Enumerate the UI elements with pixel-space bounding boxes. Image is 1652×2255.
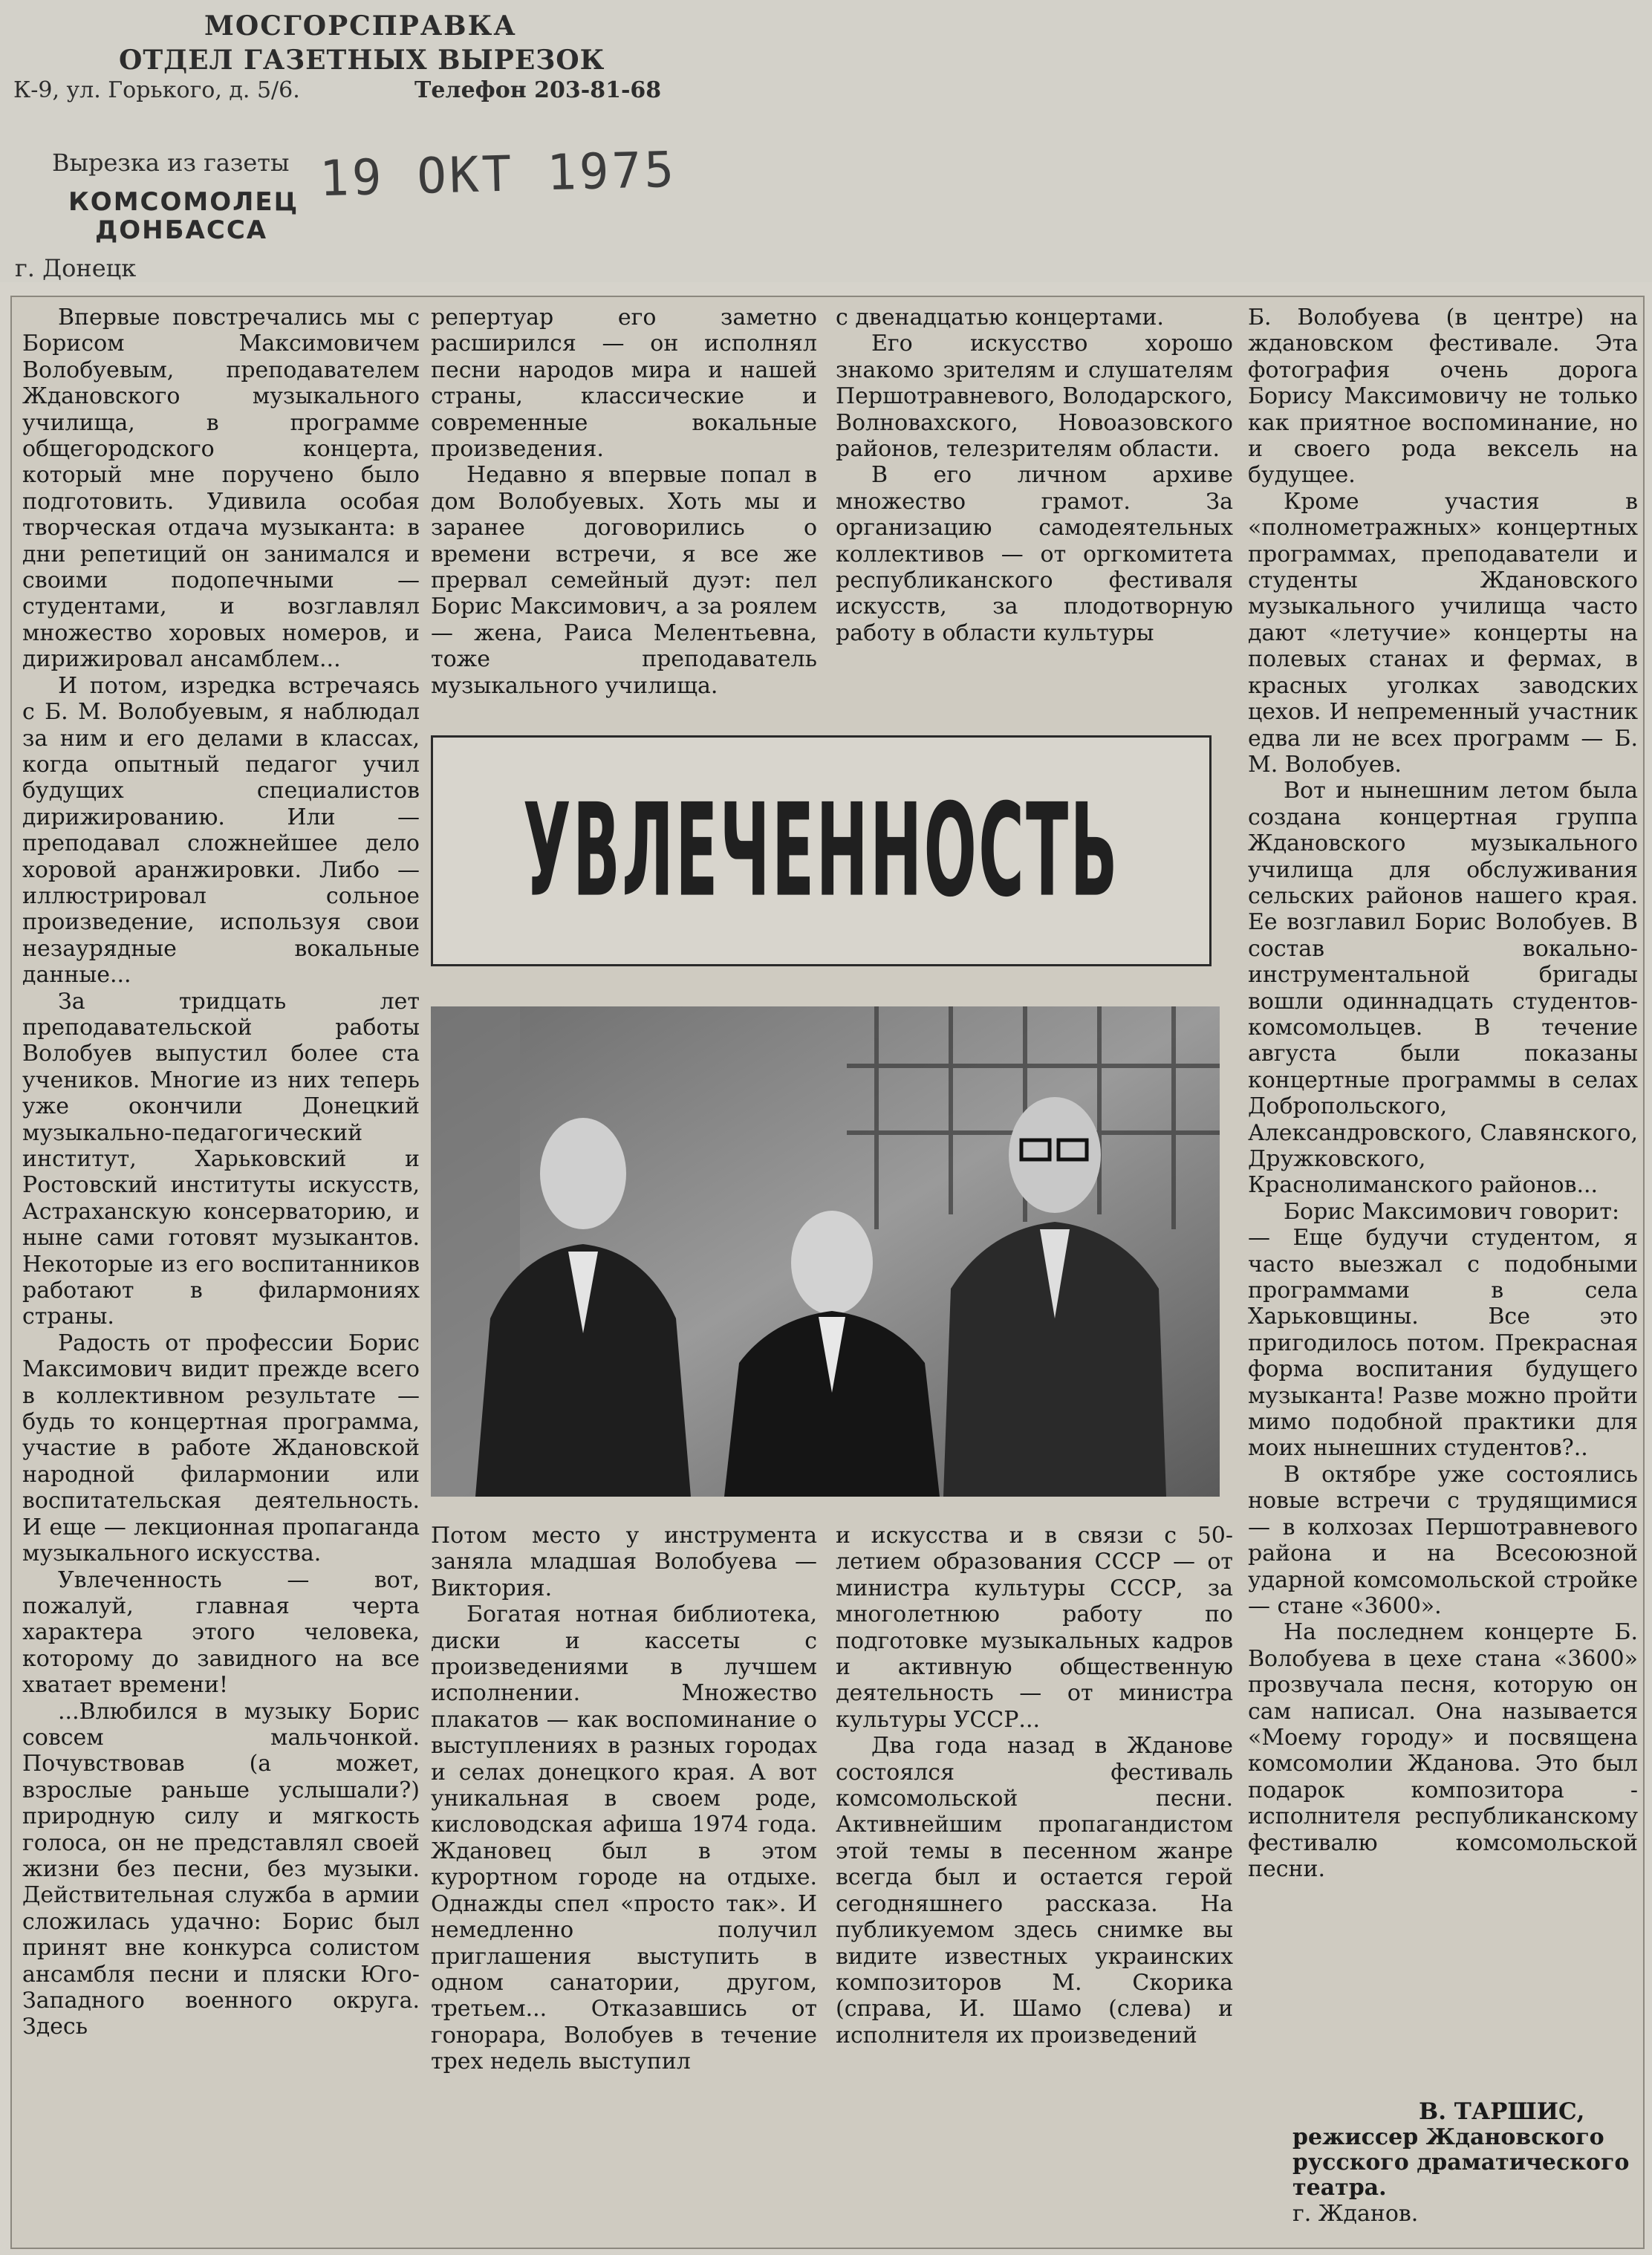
date-stamp: 19 ОКТ 1975 — [319, 140, 678, 208]
paragraph: Б. Волобуева (в центре) на ждановском фестивале. Эта фотография очень дорога Борису Максимовичу не только как приятное воспоминание, но и своего рода вексель на будущее. — [1248, 305, 1638, 489]
article-column-4 — [1248, 305, 1638, 1882]
author-signature — [1263, 2098, 1638, 2227]
photo-three-men — [431, 1006, 1220, 1497]
paragraph: Вот и нынешним летом была создана концертная группа Ждановского музыкального училища для обслуживания сельских районов нашего края. Ее возглавил Борис Волобуев. В состав вокально-инструментальной бригады вошли одиннадцать студентов-комсомольцев. В течение августа были показаны концертные программы в селах Добропольского, Александровского, Славянского, Дружковского, Краснолиманского районов... — [1248, 778, 1638, 1199]
paragraph: — Еще будучи студентом, я часто выезжал с подобными программами в села Харьковщины. Все это пригодилось потом. Прекрасная форма воспитания будущего музыканта! Разве можно пройти мимо подобной практики для моих нынешних студентов?.. — [1248, 1225, 1638, 1462]
author-name: В. ТАРШИС, — [1419, 2098, 1585, 2125]
agency-address: К-9, ул. Горького, д. 5/6. — [13, 77, 300, 103]
article-column-1 — [22, 305, 420, 2040]
paragraph: Богатая нотная библиотека, диски и кассеты с произведениями в лучшем исполнении. Множество плакатов — как воспоминание о выступлениях в разных городах и селах донецкого края. А вот уникальная в своем роде, кисловодская афиша 1974 года. Ждановец был в этом курортном городе на отдыхе. Однажды спел «просто так». И немедленно получил приглашения выступить в одном санатории, другом, третьем... Отказавшись от гонорара, Волобуев в течение трех недель выступил — [431, 1601, 817, 2075]
paragraph: В его личном архиве множество грамот. За организацию самодеятельных коллективов — от оргкомитета республиканского фестиваля искусств, за плодотворную работу в области культуры — [836, 462, 1233, 646]
paragraph: В октябре уже состоялись новые встречи с трудящимися — в колхозах Першотравневого района и на Всесоюзной ударной комсомольской стройке — стане «3600». — [1248, 1461, 1638, 1619]
article-column-3-bottom — [836, 1523, 1233, 2049]
paragraph: Радость от профессии Борис Максимович видит прежде всего в коллективном результате — будь то концертная программа, участие в работе Ждановской народной филармонии или воспитательская деятельность. И еще — лекционная пропаганда музыкального искусства. — [22, 1330, 420, 1567]
author-city: г. Жданов. — [1292, 2201, 1419, 2227]
newspaper-city: г. Донецк — [15, 254, 137, 282]
author-role: режиссер Ждановского русского драматического театра. — [1292, 2124, 1630, 2201]
paragraph: ...Влюбился в музыку Борис совсем мальчонкой. Почувствовав (а может, взрослые раньше услышали?) природную силу и мягкость голоса, он не представлял своей жизни без песни, без музыки. Действительная служба в армии сложилась удачно: Борис был принят вне конкурса солистом ансамбля песни и пляски Юго-Западного военного округа. Здесь — [22, 1698, 420, 2040]
paragraph: Его искусство хорошо знакомо зрителям и слушателям Першотравневого, Володарского, Волновахского, Новоазовского районов, телезрителям области. — [836, 331, 1233, 463]
clip-label: Вырезка из газеты — [52, 149, 290, 177]
paragraph: Недавно я впервые попал в дом Волобуевых. Хоть мы и заранее договорились о времени встречи, я все же прервал семейный дуэт: пел Борис Максимович, а за роялем — жена, Раиса Мелентьевна, тоже преподаватель музыкального училища. — [431, 462, 817, 699]
paragraph: с двенадцатью концертами. — [836, 305, 1164, 331]
article-column-2-bottom — [431, 1523, 817, 2075]
paragraph: И потом, изредка встречаясь с Б. М. Волобуевым, я наблюдал за ним и его делами в классах, когда опытный педагог учил будущих специалистов дирижированию. Или — преподавал сложнейшее дело хоровой аранжировки. Либо — иллюстрировал сольное произведение, используя свои незаурядные вокальные данные... — [22, 672, 420, 989]
article-column-3-top — [836, 305, 1233, 646]
newspaper-name-line1: КОМСОМОЛЕЦ — [68, 187, 299, 217]
paragraph: Борис Максимович говорит: — [1284, 1198, 1620, 1225]
paragraph: Два года назад в Жданове состоялся фестиваль комсомольской песни. Активнейшим пропагандистом этой темы в песенном жанре всегда был и остается герой сегодняшнего рассказа. На публикуемом здесь снимке вы видите известных украинских композиторов М. Скорика (справа, И. Шамо (слева) и исполнителя их произведений — [836, 1733, 1233, 2049]
agency-stamp — [0, 0, 1652, 282]
paragraph: и искусства и в связи с 50-летием образования СССР — от министра культуры СССР, за многолетнюю работу по подготовке музыкальных кадров и активную общественную деятельность — от министра культуры УССР... — [836, 1523, 1233, 1733]
paragraph: Кроме участия в «полнометражных» концертных программах, преподаватели и студенты Ждановского музыкального училища часто дают «летучие» концерты на полевых станах и фермах, в красных уголках заводских цехов. И непременный участник едва ли не всех программ — Б. М. Волобуев. — [1248, 488, 1638, 778]
paragraph: За тридцать лет преподавательской работы Волобуев выпустил более ста учеников. Многие из них теперь уже окончили Донецкий музыкально-педагогический институт, Харьковский и Ростовский институты искусств, Астраханскую консерваторию, и ныне сами готовят музыкантов. Некоторые из его воспитанников работают в филармониях страны. — [22, 988, 420, 1330]
article-title-box — [431, 735, 1212, 966]
paragraph: Впервые повстречались мы с Борисом Максимовичем Волобуевым, преподавателем Ждановского музыкального училища, в программе общегородского концерта, который мне поручено было подготовить. Удивила особая творческая отдача музыканта: в дни репетиций он занимался и своими подопечными — студентами, и возглавлял множество хоровых номеров, и дирижировал ансамблем... — [22, 305, 420, 673]
paragraph: Увлеченность — вот, пожалуй, главная черта характера этого человека, которому до завидного на все хватает времени! — [22, 1566, 420, 1699]
agency-name: МОСГОРСПРАВКА — [204, 10, 517, 42]
article-column-2-top — [431, 305, 817, 699]
article-title: УВЛЕЧЕННОСТЬ — [523, 776, 1119, 925]
paragraph: На последнем концерте Б. Волобуева в цехе стана «3600» прозвучала песня, которую он сам написал. Она называется «Моему городу» и посвящена комсомолии Жданова. Это был подарок композитора - исполнителя республиканскому фестивалю комсомольской песни. — [1248, 1619, 1638, 1882]
newspaper-name-line2: ДОНБАССА — [95, 215, 268, 245]
article-photo — [431, 1006, 1220, 1497]
agency-phone: Телефон 203-81-68 — [414, 77, 662, 103]
paragraph: репертуар его заметно расширился — он исполнял песни народов мира и нашей страны, классические и современные вокальные произведения. — [431, 305, 817, 463]
paragraph: Потом место у инструмента заняла младшая Волобуева — Виктория. — [431, 1523, 817, 1601]
department-name: ОТДЕЛ ГАЗЕТНЫХ ВЫРЕЗОК — [119, 45, 605, 76]
